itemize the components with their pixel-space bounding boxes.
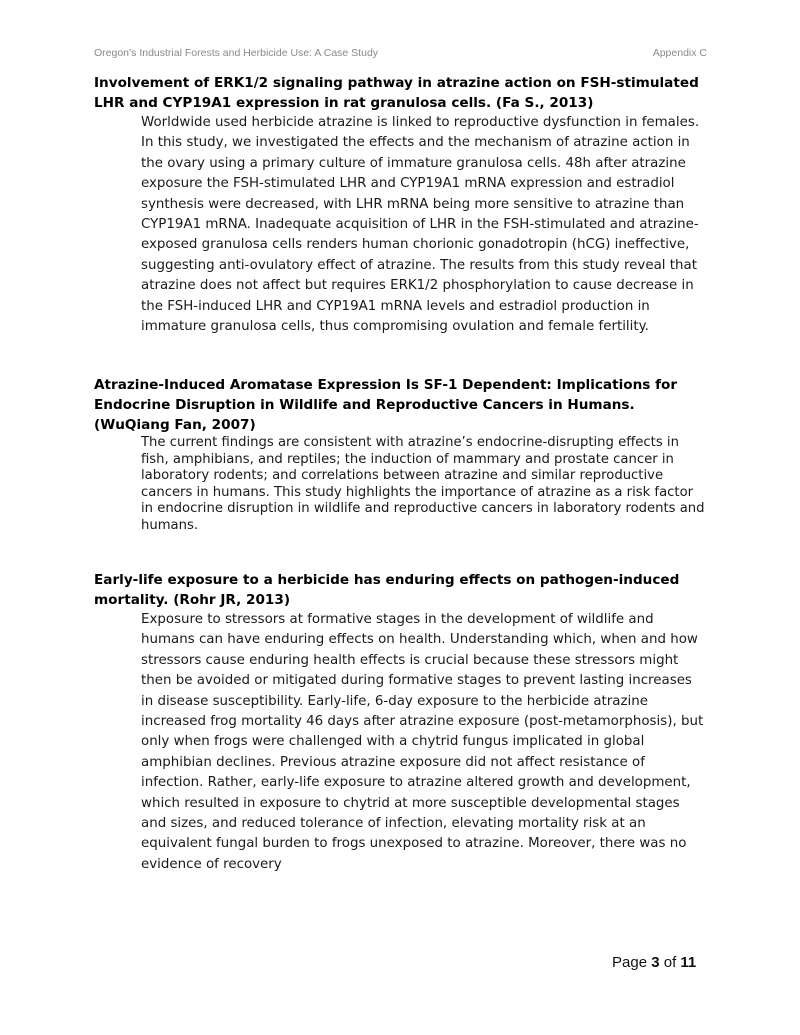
- current-page-number: 3: [651, 954, 660, 971]
- page-number: [612, 954, 696, 971]
- header-document-title: Oregon’s Industrial Forests and Herbicide Use: A Case Study: [94, 47, 379, 59]
- document-body: [94, 73, 706, 913]
- citation-entry: [94, 570, 706, 875]
- citation-title: Involvement of ERK1/2 signaling pathway in atrazine action on FSH-stimulated LHR and CYP19A1 expression in rat granulosa cells. (Fa S., 2013): [94, 75, 699, 111]
- of-label: of: [663, 954, 677, 971]
- citation-title: Atrazine-Induced Aromatase Expression Is SF-1 Dependent: Implications for Endocrine Disruption in Wildlife and Reproductive Cancers in Humans. (WuQiang Fan, 2007): [94, 377, 678, 434]
- citation-abstract: Worldwide used herbicide atrazine is linked to reproductive dysfunction in females. In this study, we investigated the effects and the mechanism of atrazine action in the ovary using a primary culture of immature granulosa cells. 48h after atrazine exposure the FSH-stimulated LHR and CYP19A1 mRNA expression and estradiol synthesis were decreased, with LHR mRNA being more sensitive to atrazine than CYP19A1 mRNA. Inadequate acquisition of LHR in the FSH-stimulated and atrazine-exposed granulosa cells renders human chorionic gonadotropin (hCG) ineffective, suggesting anti-ovulatory effect of atrazine. The results from this study reveal that atrazine does not affect but requires ERK1/2 phosphorylation to cause decrease in the FSH-induced LHR and CYP19A1 mRNA levels and estradiol production in immature granulosa cells, thus compromising ovulation and female fertility.: [141, 115, 700, 335]
- citation-entry: [94, 375, 706, 533]
- citation-title: Early-life exposure to a herbicide has enduring effects on pathogen-induced mortality. (Rohr JR, 2013): [94, 571, 680, 608]
- running-header: [94, 47, 707, 59]
- page-label: Page: [612, 954, 648, 971]
- header-appendix-label: Appendix C: [652, 47, 707, 59]
- citation-entry: [94, 73, 706, 337]
- total-pages-number: 11: [680, 954, 697, 971]
- citation-abstract: Exposure to stressors at formative stages in the development of wildlife and humans can have enduring effects on health. Understanding which, when and how stressors cause enduring health effects is crucial because these stressors might then be avoided or mitigated during formative stages to prevent lasting increases in disease susceptibility. Early-life, 6-day exposure to the herbicide atrazine increased frog mortality 46 days after atrazine exposure (post-metamorphosis), but only when frogs were challenged with a chytrid fungus implicated in global amphibian declines. Previous atrazine exposure did not affect resistance of infection. Rather, early-life exposure to atrazine altered growth and development, which resulted in exposure to chytrid at more susceptible developmental stages and sizes, and reduced tolerance of infection, elevating mortality risk at an equivalent fungal burden to frogs unexposed to atrazine. Moreover, there was no evidence of recovery: [141, 611, 704, 872]
- citation-abstract: The current findings are consistent with atrazine’s endocrine-disrupting effects in fish, amphibians, and reptiles; the induction of mammary and prostate cancer in laboratory rodents; and correlations between atrazine and similar reproductive cancers in humans. This study highlights the importance of atrazine as a risk factor in endocrine disruption in wildlife and reproductive cancers in laboratory rodents and humans.: [141, 435, 705, 533]
